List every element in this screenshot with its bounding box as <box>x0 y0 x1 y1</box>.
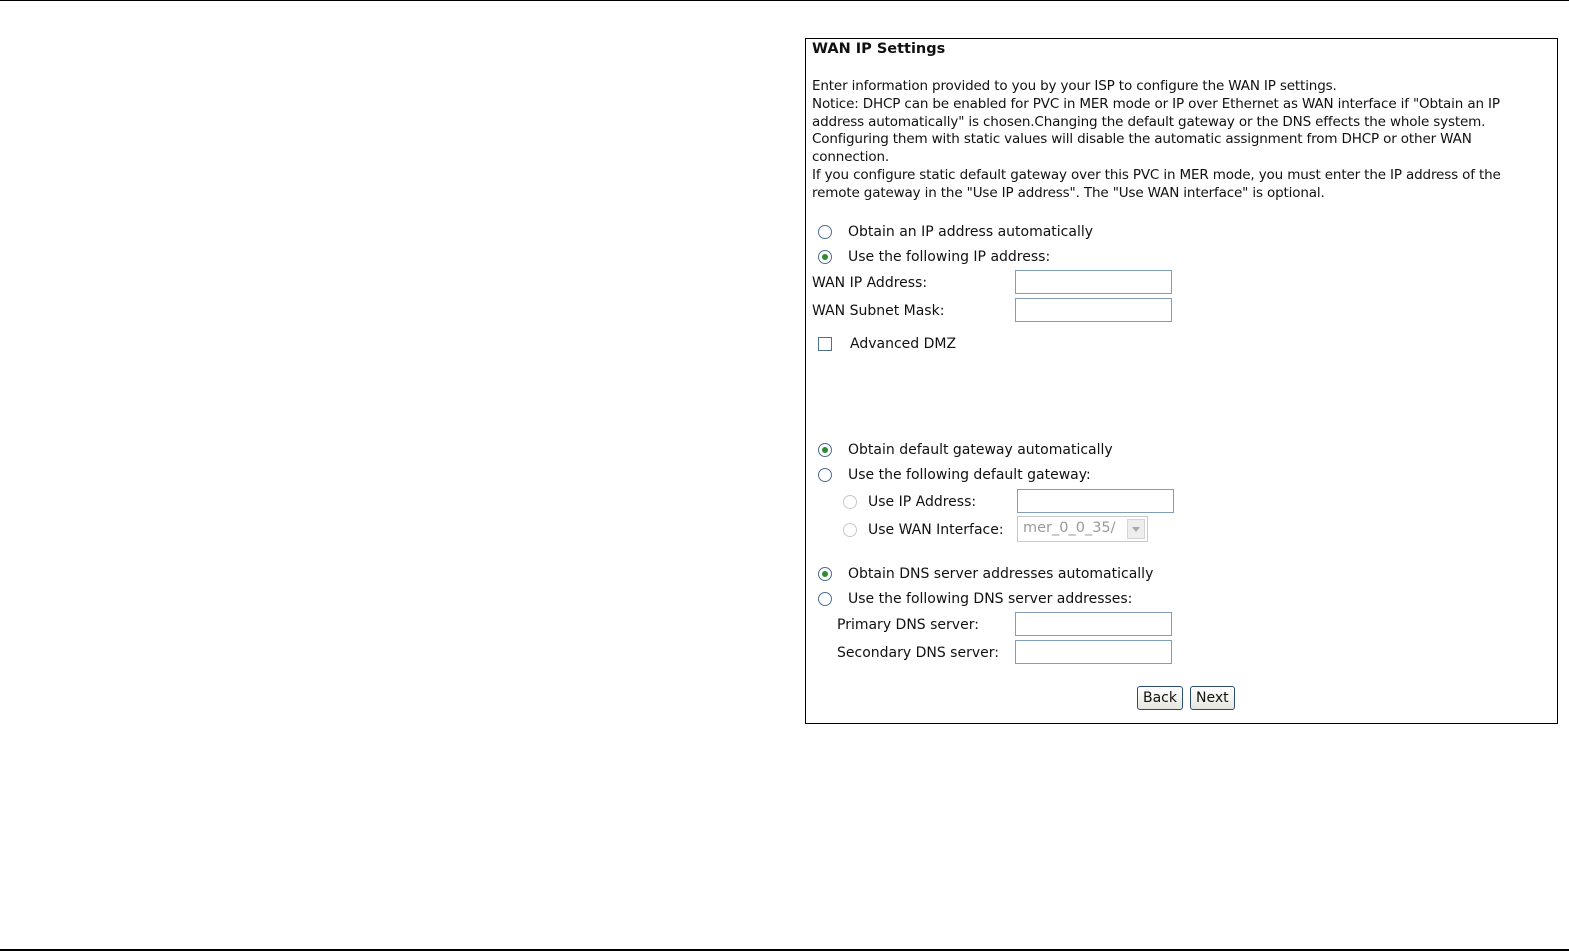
intro-line: Configuring them with static values will disable the automatic assignment from DHCP or other WAN <box>812 131 1472 148</box>
intro-line: If you configure static default gateway over this PVC in MER mode, you must enter the IP address of the <box>812 166 1501 183</box>
ip-auto-radio[interactable] <box>818 225 832 239</box>
gateway-auto-label: Obtain default gateway automatically <box>848 442 1113 458</box>
next-button[interactable]: Next <box>1190 686 1235 710</box>
wan-ip-settings-panel <box>805 38 1558 724</box>
intro-line: remote gateway in the "Use IP address". The "Use WAN interface" is optional. <box>812 184 1325 201</box>
wan-ip-label: WAN IP Address: <box>812 275 928 291</box>
gateway-use-ip-label: Use IP Address: <box>868 494 977 510</box>
secondary-dns-input[interactable] <box>1015 640 1172 664</box>
wan-interface-value: mer_0_0_35/ <box>1023 520 1116 536</box>
dns-auto-radio[interactable] <box>818 567 832 581</box>
wan-subnet-label: WAN Subnet Mask: <box>812 303 945 319</box>
gateway-auto-radio[interactable] <box>818 443 832 457</box>
gateway-manual-radio[interactable] <box>818 468 832 482</box>
gateway-use-wan-radio[interactable] <box>843 523 857 537</box>
wan-ip-input[interactable] <box>1015 270 1172 294</box>
wan-interface-select[interactable] <box>1017 516 1148 542</box>
intro-line: address automatically" is chosen.Changing the default gateway or the DNS effects the whole system. <box>812 113 1486 130</box>
primary-dns-label: Primary DNS server: <box>837 617 979 633</box>
intro-line: Enter information provided to you by your ISP to configure the WAN IP settings. <box>812 78 1337 94</box>
dns-manual-radio[interactable] <box>818 592 832 606</box>
gateway-ip-input[interactable] <box>1017 489 1174 513</box>
primary-dns-input[interactable] <box>1015 612 1172 636</box>
ip-manual-label: Use the following IP address: <box>848 249 1051 265</box>
chevron-down-icon[interactable] <box>1127 519 1145 539</box>
page-title: WAN IP Settings <box>812 41 946 57</box>
page-top-rule <box>0 0 1569 1</box>
dns-auto-label: Obtain DNS server addresses automatically <box>848 566 1154 582</box>
intro-line: Notice: DHCP can be enabled for PVC in MER mode or IP over Ethernet as WAN interface if "Obtain an IP <box>812 95 1500 112</box>
page-bottom-rule <box>0 949 1569 951</box>
gateway-manual-label: Use the following default gateway: <box>848 467 1091 483</box>
gateway-use-wan-label: Use WAN Interface: <box>868 522 1004 538</box>
intro-line: connection. <box>812 149 890 166</box>
dns-manual-label: Use the following DNS server addresses: <box>848 591 1133 607</box>
advanced-dmz-checkbox[interactable] <box>818 337 832 351</box>
advanced-dmz-label: Advanced DMZ <box>850 336 957 352</box>
intro-text <box>812 78 1552 203</box>
back-button[interactable]: Back <box>1137 686 1183 710</box>
ip-auto-label: Obtain an IP address automatically <box>848 224 1094 240</box>
ip-manual-radio[interactable] <box>818 250 832 264</box>
secondary-dns-label: Secondary DNS server: <box>837 645 999 661</box>
gateway-use-ip-radio[interactable] <box>843 495 857 509</box>
wan-subnet-input[interactable] <box>1015 298 1172 322</box>
